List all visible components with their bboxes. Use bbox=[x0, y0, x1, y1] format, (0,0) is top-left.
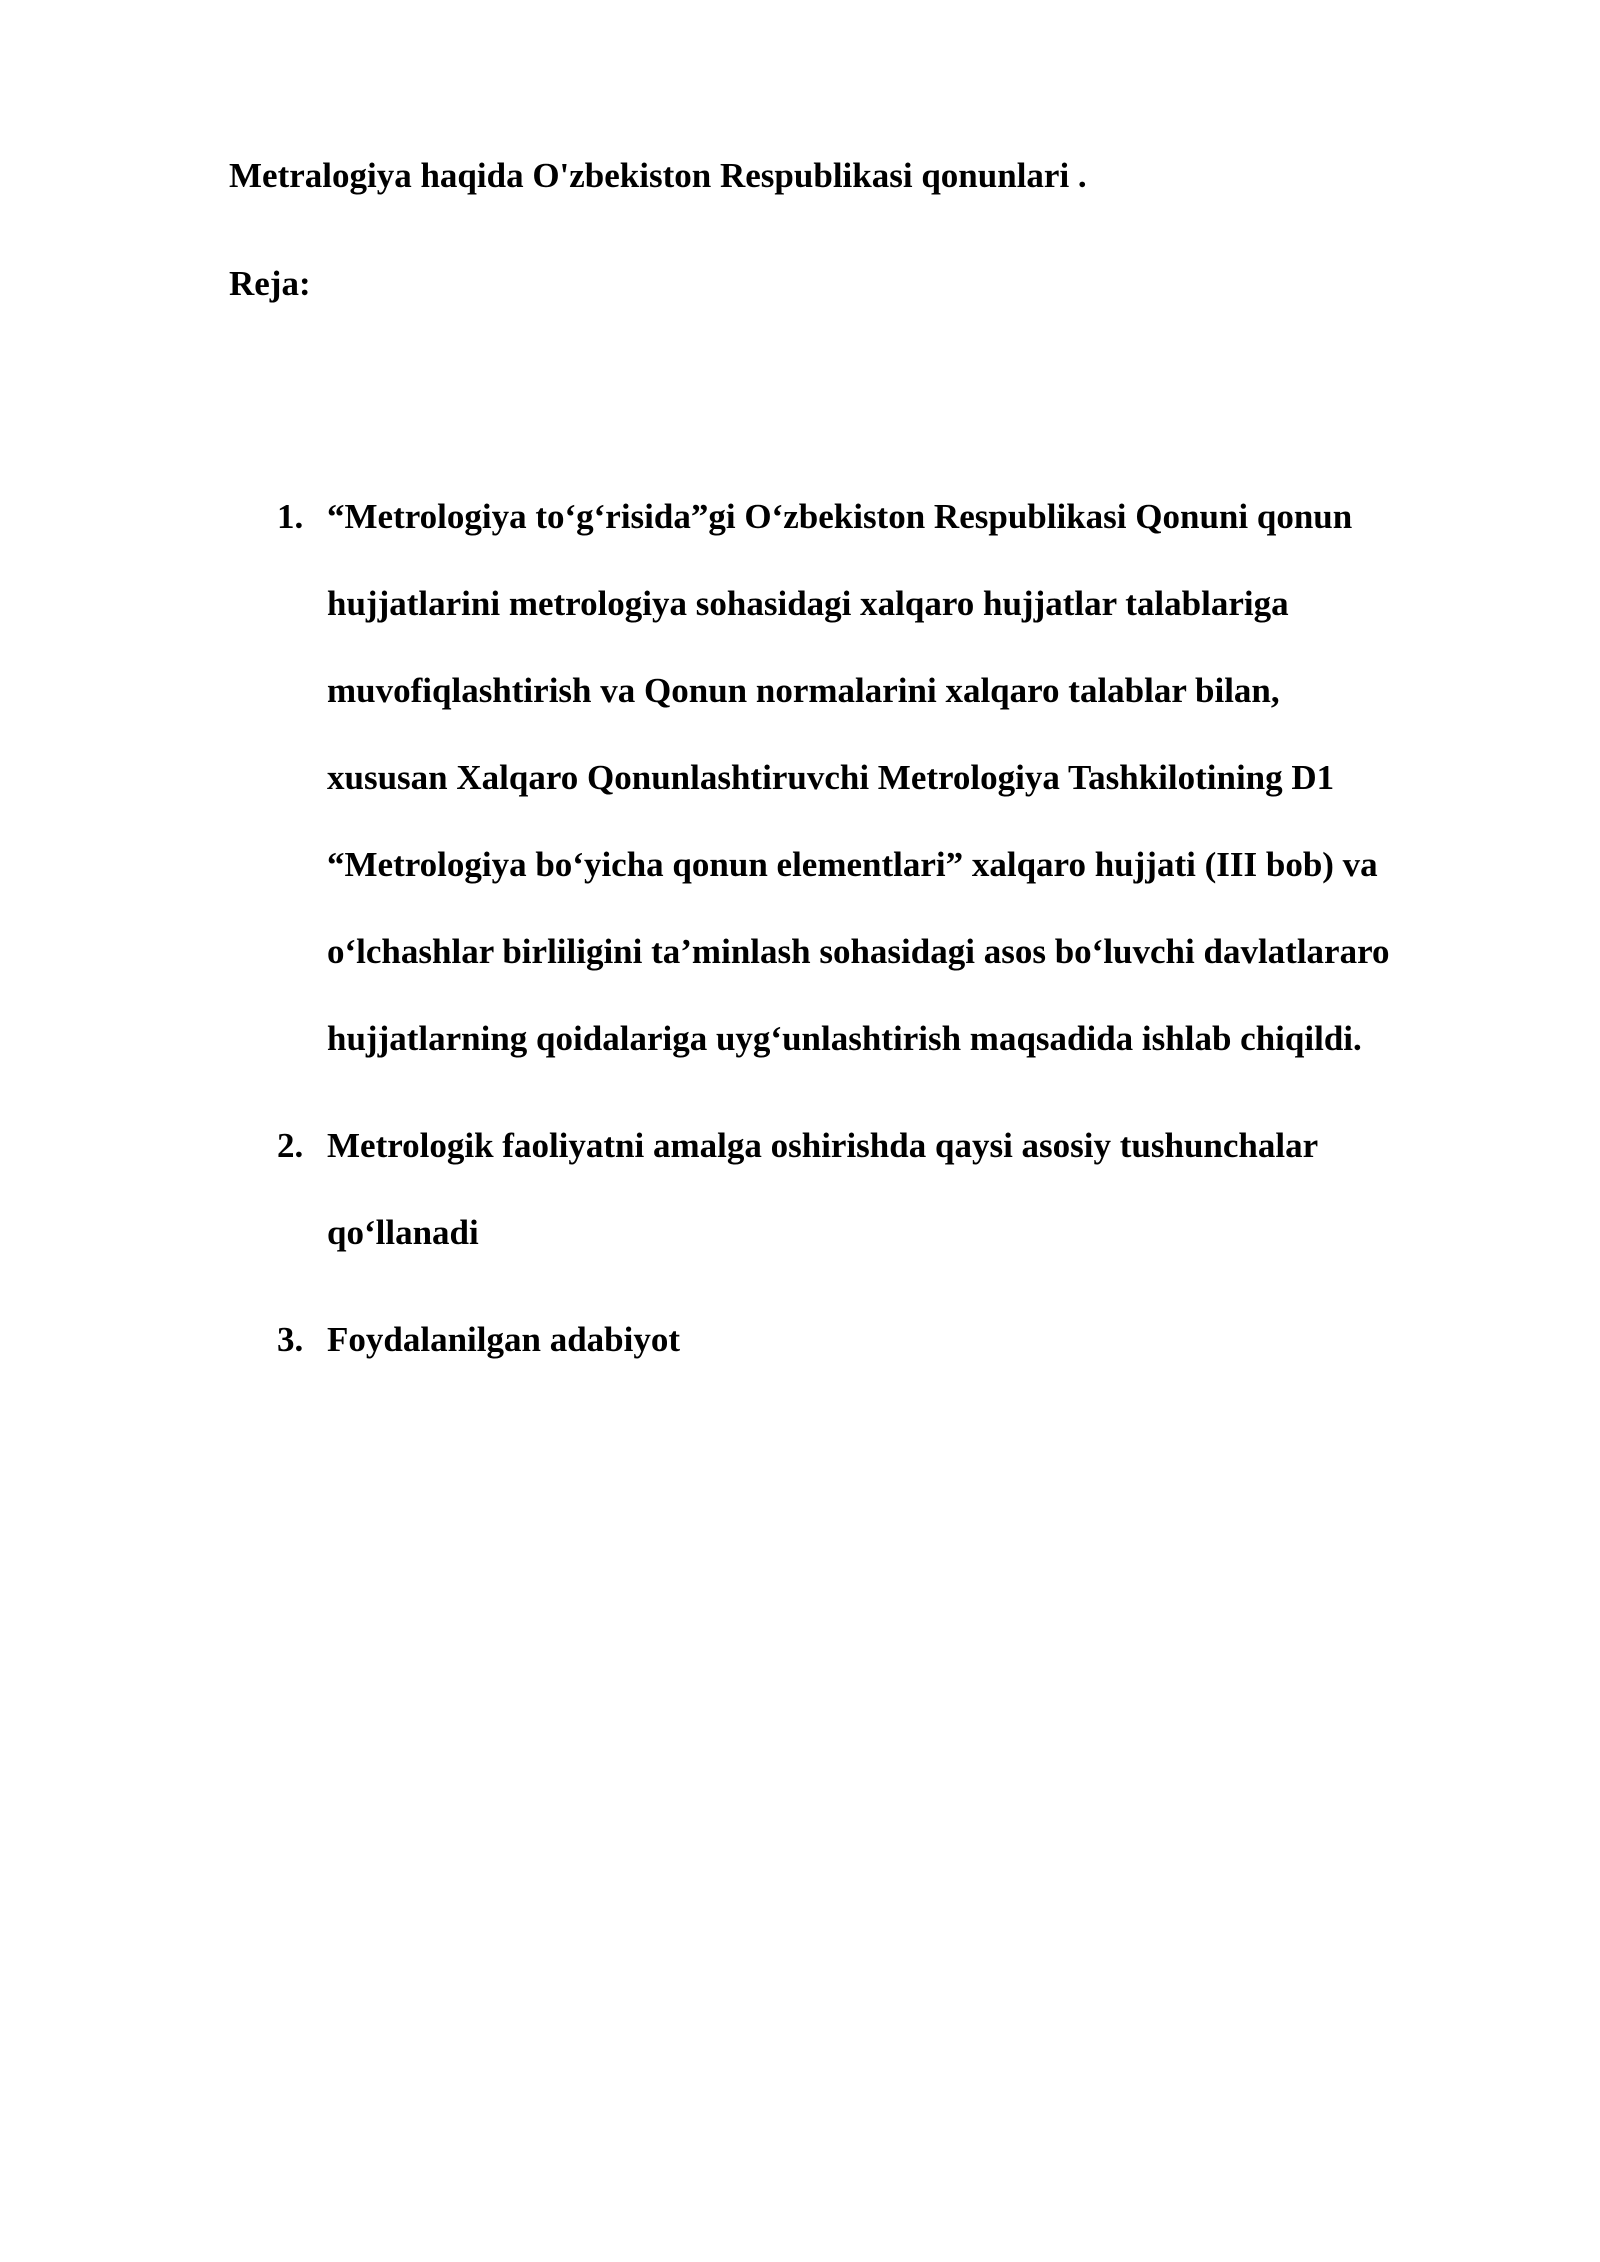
list-item-number: 2. bbox=[277, 1126, 304, 1165]
list-item-number: 3. bbox=[277, 1320, 304, 1359]
list-item-number: 1. bbox=[277, 497, 304, 536]
plan-item-3 bbox=[229, 1296, 1529, 1383]
plan-heading: Reja: bbox=[229, 264, 311, 303]
list-item-line: Metrologik faoliyatni amalga oshirishda qaysi asosiy tushunchalar bbox=[327, 1126, 1319, 1165]
list-item-line: hujjatlarini metrologiya sohasidagi xalqaro hujjatlar talablariga bbox=[327, 584, 1289, 623]
list-item-line: muvofiqlashtirish va Qonun normalarini xalqaro talablar bilan, bbox=[327, 671, 1280, 710]
list-item-line: o‘lchashlar birliligini ta’minlash sohasidagi asos bo‘luvchi davlatlararo bbox=[327, 932, 1390, 971]
plan-list bbox=[229, 473, 1529, 1403]
plan-item-1 bbox=[229, 473, 1529, 1082]
list-item-line: “Metrologiya to‘g‘risida”gi O‘zbekiston Respublikasi Qonuni qonun bbox=[327, 497, 1353, 536]
list-item-line: “Metrologiya bo‘yicha qonun elementlari” xalqaro hujjati (III bob) va bbox=[327, 845, 1378, 884]
list-item-line: qo‘llanadi bbox=[327, 1213, 479, 1252]
plan-item-2 bbox=[229, 1102, 1529, 1276]
document-title: Metralogiya haqida O'zbekiston Respublikasi qonunlari . bbox=[229, 156, 1087, 195]
list-item-line: xususan Xalqaro Qonunlashtiruvchi Metrologiya Tashkilotining D1 bbox=[327, 758, 1335, 797]
list-item-line: Foydalanilgan adabiyot bbox=[327, 1320, 681, 1359]
list-item-line: hujjatlarning qoidalariga uyg‘unlashtirish maqsadida ishlab chiqildi. bbox=[327, 1019, 1362, 1058]
